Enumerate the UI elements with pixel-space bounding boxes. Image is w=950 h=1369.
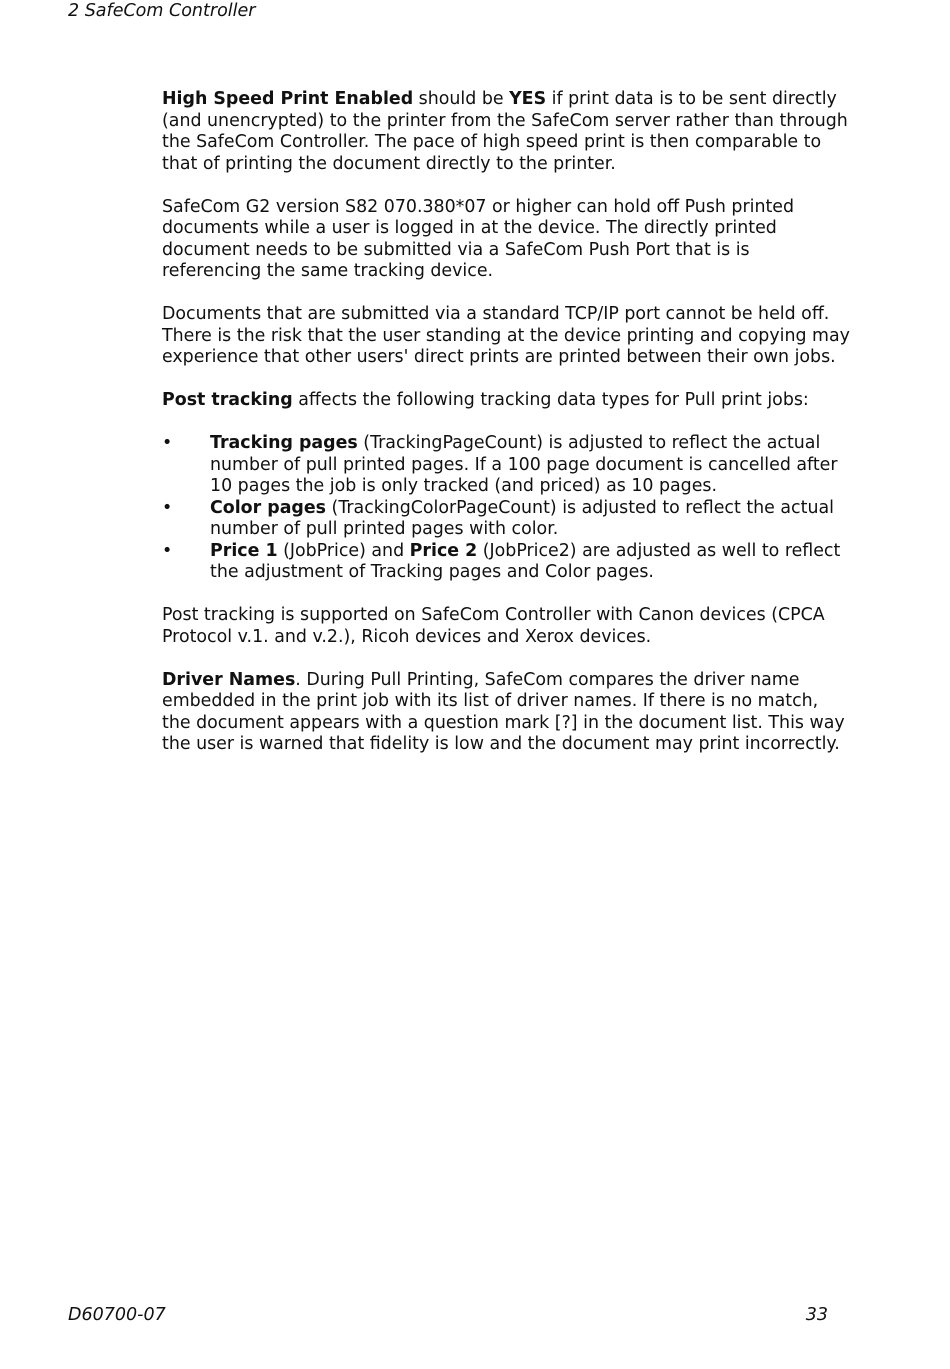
- document-body: [162, 89, 852, 777]
- term-high-speed-print-enabled: High Speed Print Enabled: [162, 89, 414, 109]
- term-yes: YES: [509, 89, 547, 109]
- document-id: D60700-07: [68, 1305, 166, 1325]
- running-header: 2 SafeCom Controller: [68, 1, 256, 21]
- tracking-types-list: [162, 433, 852, 584]
- paragraph-tcpip-port: Documents that are submitted via a standard TCP/IP port cannot be held off. There is the risk that the user standing at the device printing and copying may experience that other users' direct prints are printed between their own jobs.: [162, 304, 850, 367]
- term-color-pages: Color pages: [210, 497, 327, 518]
- page-number: 33: [805, 1305, 828, 1325]
- term-price-2: Price 2: [409, 540, 478, 561]
- term-tracking-pages: Tracking pages: [210, 433, 358, 453]
- term-driver-names: Driver Names: [162, 669, 296, 690]
- paragraph-driver-names: Driver Names. During Pull Printing, SafeCom compares the driver name embedded in the print job with its list of driver names. If there is no match, the document appears with a question mark [?] in the document list. This way the user is warned that fidelity is low and the document may print incorrectly.: [162, 669, 845, 754]
- term-post-tracking: Post tracking: [162, 390, 293, 410]
- term-price-1: Price 1: [210, 540, 278, 561]
- paragraph-post-tracking-intro: Post tracking affects the following tracking data types for Pull print jobs:: [162, 390, 809, 410]
- list-item: • Tracking pages (TrackingPageCount) is adjusted to reflect the actual number of pull printed pages. If a 100 page document is cancelled after 10 pages the job is only tracked (and priced) as 10 pages.: [162, 433, 838, 496]
- list-item: • Color pages (TrackingColorPageCount) is adjusted to reflect the actual number of pull printed pages with color.: [162, 497, 834, 539]
- paragraph-hold-off-push: SafeCom G2 version S82 070.380*07 or higher can hold off Push printed documents while a user is logged in at the device. The directly printed document needs to be submitted via a SafeCom Push Port that is is referencing the same tracking device.: [162, 196, 795, 281]
- bullet-icon: •: [162, 497, 173, 518]
- paragraph-post-tracking-support: Post tracking is supported on SafeCom Controller with Canon devices (CPCA Protocol v.1. and v.2.), Ricoh devices and Xerox devices.: [162, 605, 825, 647]
- list-item: • Price 1 (JobPrice) and Price 2 (JobPrice2) are adjusted as well to reflect the adjustment of Tracking pages and Color pages.: [162, 540, 841, 582]
- paragraph-high-speed-print: High Speed Print Enabled should be YES if print data is to be sent directly (and unencrypted) to the printer from the SafeCom server rather than through the SafeCom Controller. The pace of high speed print is then comparable to that of printing the document directly to the printer.: [162, 89, 848, 174]
- bullet-icon: •: [162, 540, 173, 561]
- bullet-icon: •: [162, 433, 173, 453]
